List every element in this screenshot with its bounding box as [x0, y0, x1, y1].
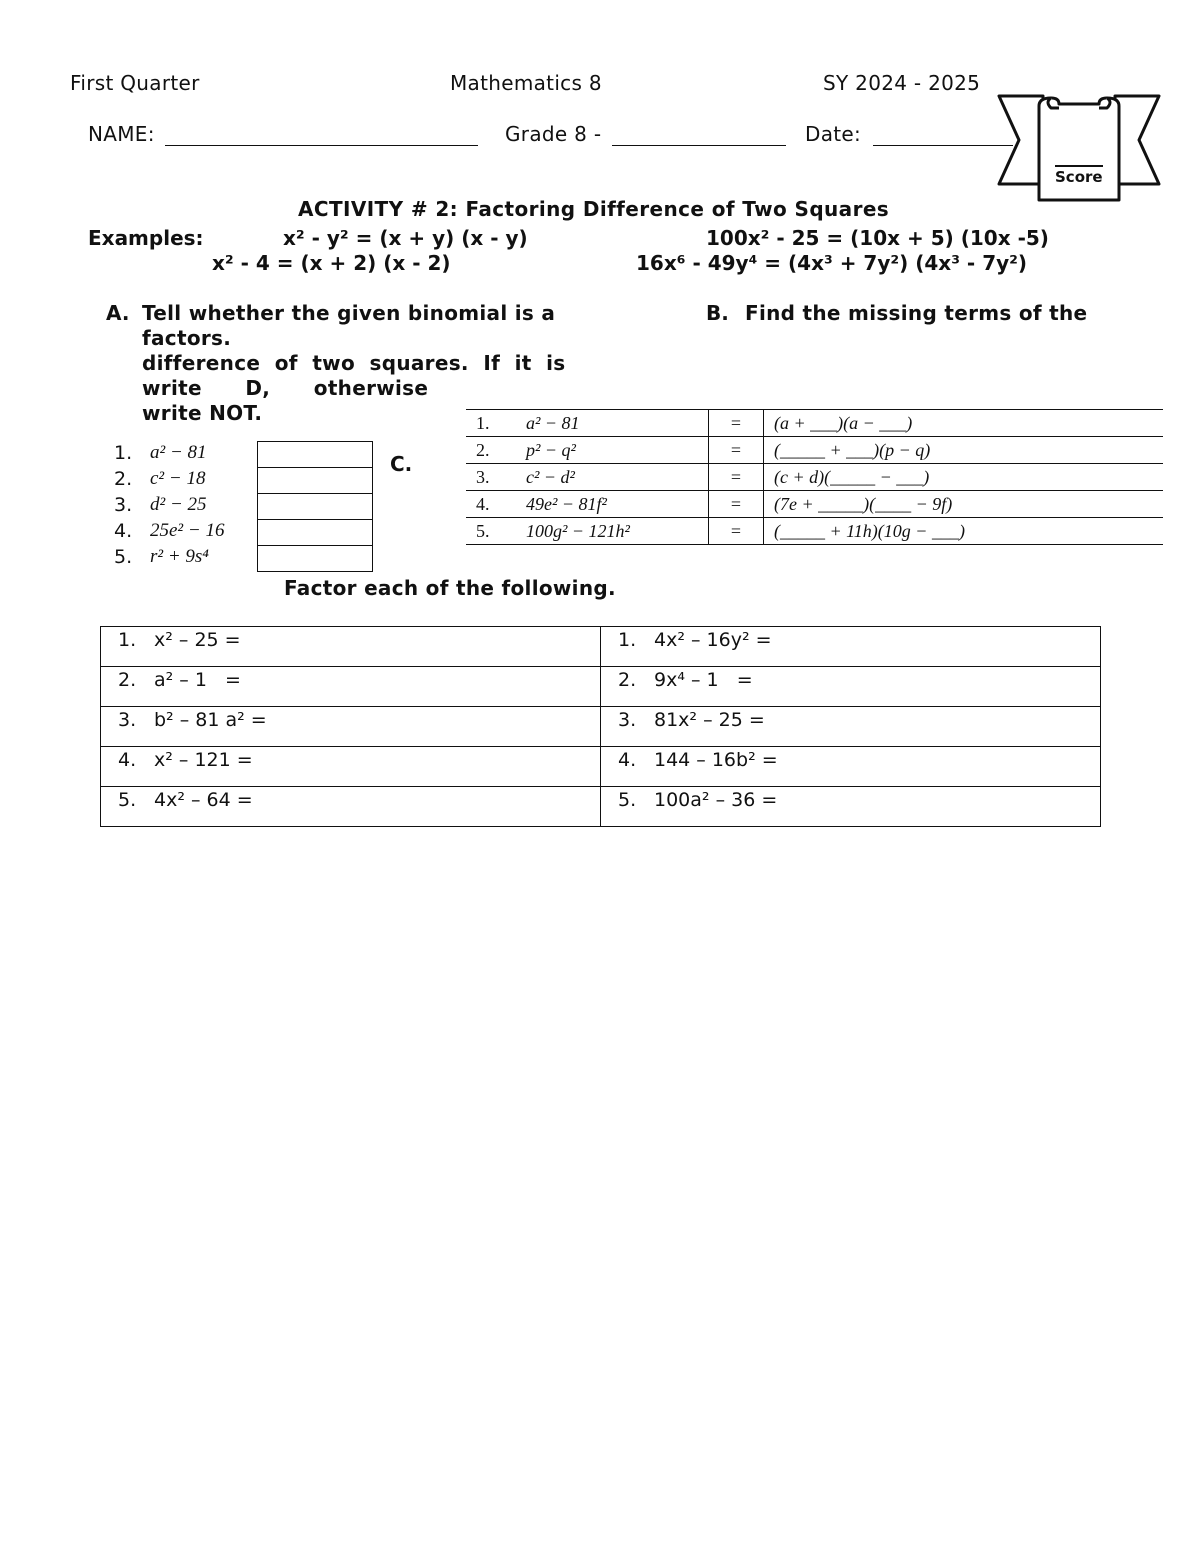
section-a-line: factors.: [142, 326, 232, 350]
name-label: NAME:: [88, 122, 155, 146]
section-a-line: Tell whether the given binomial is a: [142, 301, 556, 325]
section-c-table: [100, 626, 1101, 827]
missing-terms-cell[interactable]: (_____ + 11h)(10g − ___): [764, 518, 1164, 545]
factor-cell[interactable]: [601, 787, 1101, 827]
score-banner-icon: [995, 92, 1163, 204]
section-a-letter: A.: [106, 301, 130, 325]
list-item: [114, 544, 224, 570]
section-a-instructions: [142, 301, 566, 426]
expression: x² – 121 =: [154, 749, 253, 771]
answer-box[interactable]: [258, 494, 372, 520]
date-blank[interactable]: [873, 145, 1013, 146]
factor-cell[interactable]: [101, 787, 601, 827]
row-number: 5.: [466, 518, 516, 545]
item-number: 2.: [118, 669, 137, 691]
missing-terms-cell[interactable]: (7e + _____)(____ − 9f): [764, 491, 1164, 518]
binomial: p² − q²: [516, 437, 709, 464]
table-row: [466, 464, 1163, 491]
table-row: [101, 787, 1101, 827]
list-item: [114, 518, 224, 544]
binomial: c² − 18: [150, 468, 206, 489]
section-a-line: difference of two squares. If it is: [142, 351, 566, 375]
expression: 4x² – 16y² =: [654, 629, 772, 651]
name-blank[interactable]: [165, 145, 478, 146]
date-label: Date:: [805, 122, 862, 146]
list-item: [114, 492, 224, 518]
factor-cell[interactable]: [101, 667, 601, 707]
missing-terms-cell[interactable]: (c + d)(_____ − ___): [764, 464, 1164, 491]
answer-box[interactable]: [258, 546, 372, 571]
item-number: 4.: [118, 749, 137, 771]
item-number: 5.: [118, 789, 137, 811]
item-number: 3.: [618, 709, 637, 731]
binomial: d² − 25: [150, 494, 207, 515]
row-number: 3.: [466, 464, 516, 491]
equals-sign: =: [709, 464, 764, 491]
grade-label: Grade 8 -: [505, 122, 602, 146]
item-number: 3.: [118, 709, 137, 731]
binomial: a² − 81: [150, 442, 207, 463]
expression: b² – 81 a² =: [154, 709, 267, 731]
factor-cell[interactable]: [601, 667, 1101, 707]
school-year-label: SY 2024 - 2025: [823, 71, 981, 95]
equals-sign: =: [709, 518, 764, 545]
table-row: [466, 437, 1163, 464]
expression: 9x⁴ – 1 =: [654, 669, 753, 691]
item-number: 5.: [618, 789, 637, 811]
answer-box[interactable]: [258, 442, 372, 468]
section-b-instruction: Find the missing terms of the: [745, 301, 1088, 325]
binomial: c² − d²: [516, 464, 709, 491]
table-row: [101, 707, 1101, 747]
factor-cell[interactable]: [101, 627, 601, 667]
expression: 144 – 16b² =: [654, 749, 778, 771]
item-number: 1.: [114, 442, 133, 464]
expression: x² – 25 =: [154, 629, 241, 651]
factor-cell[interactable]: [601, 627, 1101, 667]
item-number: 1.: [618, 629, 637, 651]
table-row: [466, 518, 1163, 545]
examples-label: Examples:: [88, 226, 204, 250]
example-3: x² - 4 = (x + 2) (x - 2): [212, 251, 451, 275]
example-2: 100x² - 25 = (10x + 5) (10x -5): [706, 226, 1049, 250]
expression: a² – 1 =: [154, 669, 241, 691]
section-b-letter: B.: [706, 301, 729, 325]
item-number: 5.: [114, 546, 133, 568]
row-number: 1.: [466, 410, 516, 437]
grade-blank[interactable]: [612, 145, 786, 146]
binomial: r² + 9s⁴: [150, 546, 209, 567]
factor-cell[interactable]: [601, 747, 1101, 787]
table-row: [101, 627, 1101, 667]
expression: 81x² – 25 =: [654, 709, 765, 731]
missing-terms-cell[interactable]: (a + ___)(a − ___): [764, 410, 1164, 437]
item-number: 1.: [118, 629, 137, 651]
item-number: 4.: [114, 520, 133, 542]
subject-label: Mathematics 8: [450, 71, 602, 95]
item-number: 2.: [114, 468, 133, 490]
table-row: [101, 667, 1101, 707]
item-number: 4.: [618, 749, 637, 771]
binomial: a² − 81: [516, 410, 709, 437]
section-c-instruction: Factor each of the following.: [284, 576, 616, 600]
factor-cell[interactable]: [601, 707, 1101, 747]
factor-cell[interactable]: [101, 707, 601, 747]
expression: 100a² – 36 =: [654, 789, 778, 811]
section-a-line: write NOT.: [142, 401, 263, 425]
binomial: 100g² − 121h²: [516, 518, 709, 545]
binomial: 49e² − 81f²: [516, 491, 709, 518]
section-a-line: write D, otherwise: [142, 376, 429, 400]
example-4: 16x⁶ - 49y⁴ = (4x³ + 7y²) (4x³ - 7y²): [636, 251, 1028, 275]
list-item: [114, 466, 224, 492]
answer-box[interactable]: [258, 520, 372, 546]
item-number: 2.: [618, 669, 637, 691]
table-row: [101, 747, 1101, 787]
activity-title: ACTIVITY # 2: Factoring Difference of Two Squares: [298, 197, 890, 221]
table-row: [466, 410, 1163, 437]
row-number: 2.: [466, 437, 516, 464]
section-c-letter: C.: [390, 452, 413, 476]
item-number: 3.: [114, 494, 133, 516]
missing-terms-cell[interactable]: (_____ + ___)(p − q): [764, 437, 1164, 464]
list-item: [114, 440, 224, 466]
table-row: [466, 491, 1163, 518]
equals-sign: =: [709, 437, 764, 464]
section-b-table: [466, 409, 1163, 545]
factor-cell[interactable]: [101, 747, 601, 787]
row-number: 4.: [466, 491, 516, 518]
expression: 4x² – 64 =: [154, 789, 253, 811]
section-a-list: [114, 440, 224, 570]
equals-sign: =: [709, 491, 764, 518]
example-1: x² - y² = (x + y) (x - y): [283, 226, 528, 250]
score-label: Score: [1055, 168, 1103, 186]
equals-sign: =: [709, 410, 764, 437]
binomial: 25e² − 16: [150, 520, 225, 541]
section-a-answer-boxes: [257, 441, 373, 572]
quarter-label: First Quarter: [70, 71, 200, 95]
answer-box[interactable]: [258, 468, 372, 494]
